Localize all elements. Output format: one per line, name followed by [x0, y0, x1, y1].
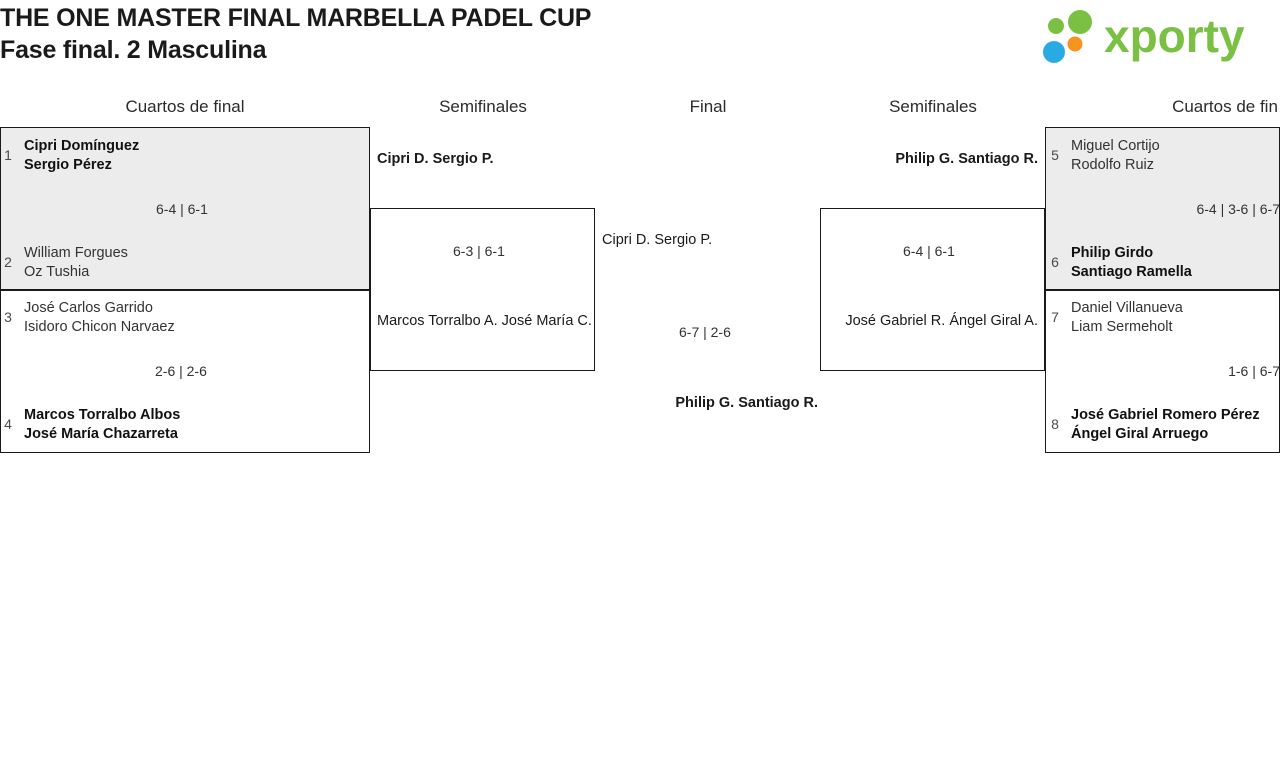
- player-name: José María C.: [501, 313, 592, 329]
- player-name: Marcos Torralbo A.: [377, 313, 498, 329]
- page-header: [0, 0, 1280, 78]
- match-box-sf-left[interactable]: [370, 208, 595, 371]
- round-heading-final: Final: [689, 97, 727, 116]
- score-final: 6-7 | 2-6: [679, 324, 731, 340]
- player-name: Sergio Pérez: [24, 157, 112, 173]
- round-heading-semifinals-right: Semifinales: [889, 97, 977, 116]
- player-name: Cipri D.: [377, 151, 429, 167]
- team-qf-right-2b[interactable]: [1071, 406, 1260, 444]
- team-qf-right-1b[interactable]: [1071, 244, 1192, 282]
- match-box-sf-right[interactable]: [820, 208, 1045, 371]
- player-name: Sergio P.: [654, 232, 713, 248]
- score-qf-right-1: 6-4 | 3-6 | 6-7: [1196, 201, 1280, 217]
- seed-1: 1: [4, 147, 12, 163]
- team-qf-right-1a[interactable]: [1071, 137, 1160, 175]
- seed-3: 3: [4, 309, 12, 325]
- score-qf-left-2: 2-6 | 2-6: [155, 363, 207, 379]
- tournament-title: THE ONE MASTER FINAL MARBELLA PADEL CUP: [0, 4, 592, 32]
- player-name: Santiago Ramella: [1071, 264, 1192, 280]
- finalist-left[interactable]: [602, 231, 712, 250]
- team-qf-left-2a[interactable]: [24, 299, 175, 337]
- score-qf-left-1: 6-4 | 6-1: [156, 201, 208, 217]
- score-qf-right-2: 1-6 | 6-7: [1228, 363, 1280, 379]
- seed-5: 5: [1051, 147, 1059, 163]
- player-name: José Gabriel Romero Pérez: [1071, 407, 1260, 423]
- svg-text:xporty: xporty: [1104, 10, 1245, 62]
- player-name: Liam Sermeholt: [1071, 319, 1173, 335]
- player-name: José Gabriel R.: [845, 313, 946, 329]
- player-name: Ángel Giral Arruego: [1071, 426, 1209, 442]
- team-sf-right-a[interactable]: [818, 150, 1038, 169]
- player-name: José María Chazarreta: [24, 426, 178, 442]
- title-block: [0, 2, 900, 66]
- seed-6: 6: [1051, 254, 1059, 270]
- player-name: Sergio P.: [432, 151, 494, 167]
- seed-7: 7: [1051, 309, 1059, 325]
- player-name: Daniel Villanueva: [1071, 300, 1183, 316]
- player-name: Oz Tushia: [24, 264, 90, 280]
- player-name: Santiago R.: [958, 151, 1038, 167]
- player-name: Ángel Giral A.: [949, 313, 1038, 329]
- team-qf-left-1a[interactable]: [24, 137, 139, 175]
- player-name: Philip G.: [895, 151, 955, 167]
- xporty-logo[interactable]: [1042, 4, 1272, 72]
- player-name: José Carlos Garrido: [24, 300, 153, 316]
- round-heading-quarterfinals-right: Cuartos de fin: [1172, 97, 1278, 116]
- seed-8: 8: [1051, 416, 1059, 432]
- round-heading-quarterfinals-left: Cuartos de final: [125, 97, 245, 116]
- player-name: William Forgues: [24, 245, 128, 261]
- team-qf-right-2a[interactable]: [1071, 299, 1183, 337]
- player-name: Isidoro Chicon Narvaez: [24, 319, 175, 335]
- team-sf-right-b[interactable]: [818, 312, 1038, 331]
- phase-title: Fase final. 2 Masculina: [0, 36, 267, 64]
- player-name: Philip G.: [675, 395, 735, 411]
- player-name: Cipri Domínguez: [24, 138, 140, 154]
- seed-4: 4: [4, 416, 12, 432]
- champion[interactable]: [598, 394, 818, 413]
- score-sf-left: 6-3 | 6-1: [453, 243, 505, 259]
- player-name: Rodolfo Ruiz: [1071, 157, 1155, 173]
- score-sf-right: 6-4 | 6-1: [903, 243, 955, 259]
- player-name: Cipri D.: [602, 232, 651, 248]
- team-sf-left-b[interactable]: [377, 312, 592, 331]
- seed-2: 2: [4, 254, 12, 270]
- player-name: Miguel Cortijo: [1071, 138, 1160, 154]
- team-qf-left-2b[interactable]: [24, 406, 180, 444]
- player-name: Marcos Torralbo Albos: [24, 407, 181, 423]
- player-name: Philip Girdo: [1071, 245, 1154, 261]
- round-heading-semifinals-left: Semifinales: [439, 97, 527, 116]
- team-qf-left-1b[interactable]: [24, 244, 128, 282]
- team-sf-left-a[interactable]: [377, 150, 494, 169]
- player-name: Santiago R.: [738, 395, 818, 411]
